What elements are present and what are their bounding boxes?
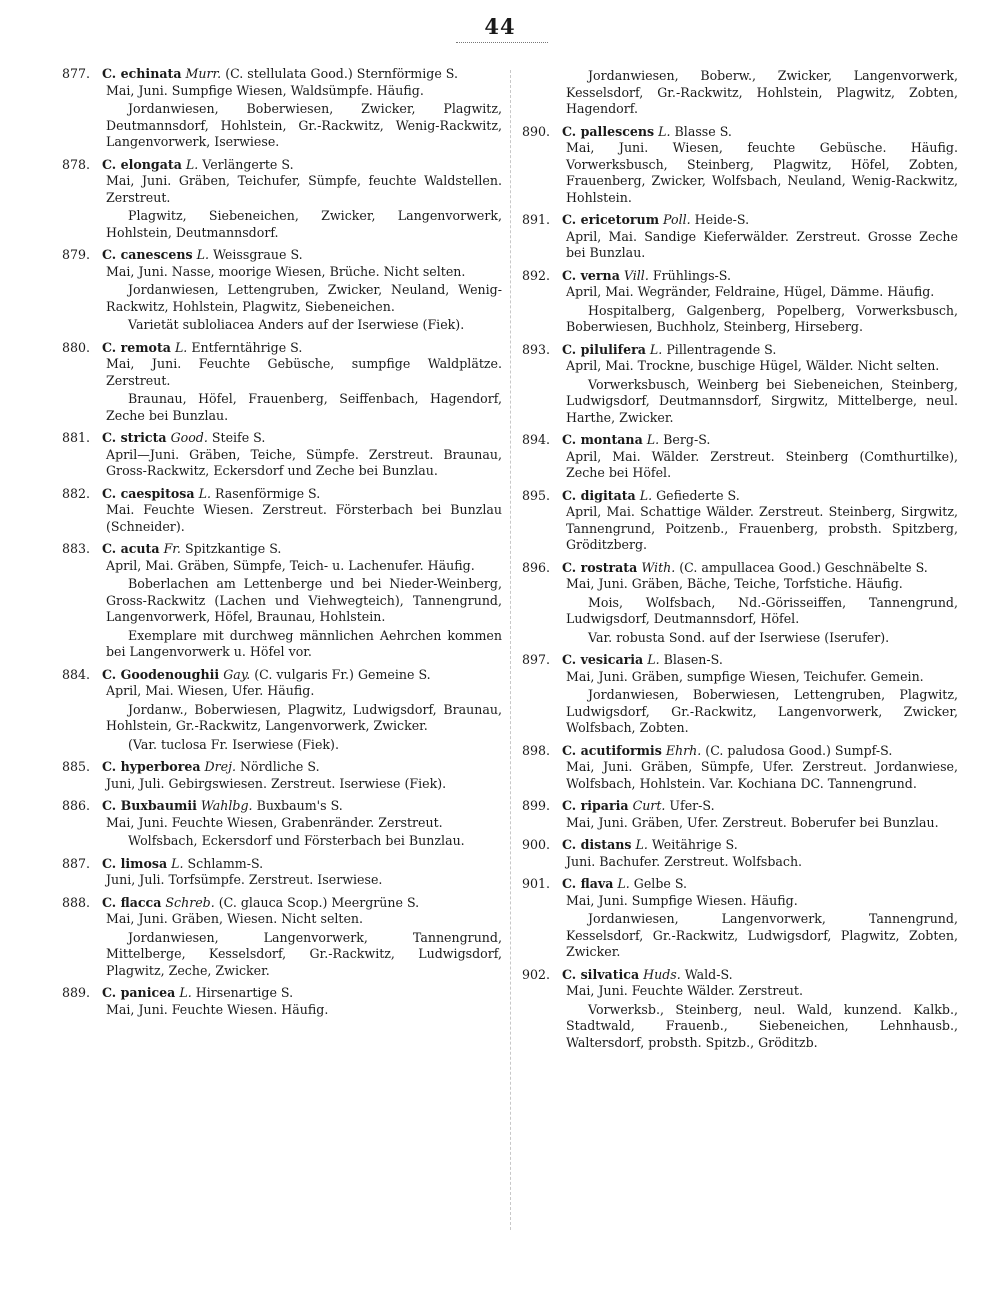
species-author: Schreb. — [165, 894, 215, 910]
species-number: 892. — [522, 267, 551, 283]
species-number: 893. — [522, 341, 551, 357]
species-author: Good. — [170, 430, 208, 445]
species-localities: (Var. tuclosa Fr. Iserwiese (Fiek). — [128, 736, 339, 752]
species-entry — [62, 340, 502, 425]
species-common-name: Hirsenartige S. — [195, 985, 294, 1000]
species-name: C. vesicaria — [562, 652, 644, 667]
species-entry — [522, 488, 958, 554]
species-heading — [62, 798, 502, 815]
species-common-name: Blasse S. — [674, 123, 732, 139]
species-common-name: (C. glauca Scop.) Meergrüne S. — [218, 894, 420, 910]
species-heading — [62, 157, 502, 174]
species-common-name: Gelbe S. — [633, 876, 688, 891]
species-heading — [62, 856, 502, 873]
species-localities: Jordanwiesen, Boberw., Zwicker, Langenvorwerk, Kesselsdorf, Gr.-Rackwitz, Hohlstein, Plagwitz, Zobten, Hagendorf. — [566, 68, 958, 116]
species-localities: Hospitalberg, Galgenberg, Popelberg, Vorwerksbusch, Boberwiesen, Buchholz, Steinberg, Hirseberg. — [566, 302, 958, 334]
species-entry — [522, 876, 958, 961]
species-author: L. — [198, 485, 211, 501]
species-number: 902. — [522, 966, 551, 982]
species-entry — [522, 268, 958, 336]
species-author: Fr. — [163, 541, 181, 556]
species-number: 900. — [522, 837, 551, 852]
species-heading — [522, 837, 958, 854]
species-heading — [62, 895, 502, 912]
species-name: C. canescens — [102, 247, 193, 262]
species-details: Mai, Juni. Wiesen, feuchte Gebüsche. Häufig. Vorwerksbusch, Steinberg, Plagwitz, Höfel, Zobten, Frauenberg, Zwicker, Wolfsbach, Neuland, Wenig-Rackwitz, Hohlstein. — [566, 140, 958, 205]
species-entry — [522, 124, 958, 207]
species-entry — [522, 837, 958, 870]
species-author: L. — [179, 985, 192, 1000]
species-name: C. verna — [562, 267, 620, 283]
species-number: 882. — [62, 485, 91, 501]
species-author: L. — [196, 247, 209, 262]
species-details: Mai, Juni. Feuchte Wiesen, Grabenränder. Zerstreut. — [106, 814, 443, 830]
species-heading — [522, 652, 958, 669]
species-number: 888. — [62, 894, 91, 910]
species-name: C. panicea — [102, 985, 176, 1000]
species-number: 899. — [522, 798, 551, 813]
species-localities: Jordanwiesen, Langenvorwerk, Tannengrund, Mittelberge, Kesselsdorf, Gr.-Rackwitz, Ludwigsdorf, Plagwitz, Zeche, Zwicker. — [106, 929, 502, 978]
species-entry — [522, 560, 958, 647]
species-name: C. hyperborea — [102, 759, 201, 774]
species-heading — [62, 759, 502, 776]
species-heading — [522, 967, 958, 984]
species-heading — [522, 488, 958, 505]
species-localities: Boberlachen am Lettenberge und bei Nieder-Weinberg, Gross-Rackwitz (Lachen und Viehwegteich), Tannengrund, Langenvorwerk, Höfel, Braunau, Hohlstein. — [106, 576, 502, 624]
species-common-name: Schlamm-S. — [187, 855, 264, 871]
species-localities: Jordanwiesen, Langenvorwerk, Tannengrund, Kesselsdorf, Gr.-Rackwitz, Ludwigsdorf, Plagwitz, Zobten, Zwicker. — [566, 911, 958, 959]
species-number: 898. — [522, 742, 551, 758]
species-entry — [522, 342, 958, 427]
species-name: C. silvatica — [562, 966, 640, 982]
species-common-name: Verlängerte S. — [202, 156, 294, 172]
species-number: 885. — [62, 759, 91, 774]
species-author: L. — [174, 339, 188, 355]
species-details: April, Mai. Sandige Kieferwälder. Zerstreut. Grosse Zeche bei Bunzlau. — [566, 228, 958, 260]
species-details: April, Mai. Gräben, Sümpfe, Teich- u. Lachenufer. Häufig. — [106, 557, 475, 573]
species-details: April, Mai. Trockne, buschige Hügel, Wälder. Nicht selten. — [566, 358, 940, 373]
species-heading — [522, 124, 958, 141]
species-common-name: Heide-S. — [694, 212, 750, 227]
species-author: L. — [185, 156, 199, 172]
species-details: Mai, Juni. Feuchte Wälder. Zerstreut. — [566, 983, 803, 998]
species-number: 887. — [62, 855, 91, 871]
species-heading — [62, 486, 502, 503]
species-entry — [522, 652, 958, 737]
species-name: C. elongata — [102, 156, 182, 172]
species-author: L. — [171, 855, 184, 871]
species-entry — [62, 759, 502, 792]
species-localities: Mois, Wolfsbach, Nd.-Görisseiffen, Tannengrund, Ludwigsdorf, Deutmannsdorf, Höfel. — [566, 594, 958, 626]
species-entry — [522, 212, 958, 262]
species-name: C. distans — [562, 837, 632, 852]
species-entry — [62, 541, 502, 661]
left-column — [62, 66, 502, 1024]
species-common-name: Steife S. — [211, 430, 266, 445]
species-name: C. stricta — [102, 430, 167, 445]
species-localities: Wolfsbach, Eckersdorf und Försterbach bei Bunzlau. — [128, 833, 465, 848]
species-author: Wahlbg. — [200, 798, 253, 813]
species-details: Mai, Juni. Gräben, Bäche, Teiche, Torfstiche. Häufig. — [566, 576, 903, 591]
species-entry — [62, 486, 502, 536]
species-heading — [62, 985, 502, 1002]
species-name: C. echinata — [102, 66, 182, 81]
species-entry — [62, 798, 502, 850]
species-details: Mai, Juni. Sumpfige Wiesen. Häufig. — [566, 892, 798, 908]
species-common-name: Weissgraue S. — [213, 247, 303, 262]
species-entry — [62, 157, 502, 242]
species-details: Juni, Juli. Torfsümpfe. Zerstreut. Iserwiese. — [106, 872, 383, 887]
species-author: Poll. — [663, 212, 691, 227]
species-details: April, Mai. Wiesen, Ufer. Häufig. — [106, 683, 315, 698]
species-common-name: Gefiederte S. — [656, 487, 740, 503]
species-number: 894. — [522, 432, 551, 447]
species-common-name: Entferntährige S. — [191, 339, 303, 355]
species-heading — [62, 340, 502, 357]
species-number: 877. — [62, 66, 91, 81]
species-author: Gay. — [223, 666, 251, 682]
species-heading — [62, 667, 502, 684]
species-localities: Var. robusta Sond. auf der Iserwiese (Iserufer). — [588, 629, 890, 645]
species-common-name: Frühlings-S. — [652, 267, 731, 283]
species-entry — [62, 247, 502, 334]
species-name: C. riparia — [562, 798, 629, 813]
species-heading — [522, 212, 958, 229]
species-entry — [522, 743, 958, 793]
species-entry — [522, 68, 958, 118]
species-entry — [522, 432, 958, 482]
species-author: L. — [649, 341, 663, 357]
species-heading — [62, 430, 502, 447]
species-author: Curt. — [632, 798, 666, 813]
species-name: C. Buxbaumii — [102, 798, 197, 813]
species-number: 889. — [62, 985, 91, 1000]
species-common-name: (C. paludosa Good.) Sumpf-S. — [705, 742, 893, 758]
species-localities: Braunau, Höfel, Frauenberg, Seiffenbach, Hagendorf, Zeche bei Bunzlau. — [106, 391, 502, 423]
species-common-name: (C. stellulata Good.) Sternförmige S. — [225, 66, 458, 81]
header-rule — [456, 42, 548, 43]
species-details: Mai, Juni. Gräben, Sümpfe, Ufer. Zerstreut. Jordanwiese, Wolfsbach, Hohlstein. Var. Kochiana DC. Tannengrund. — [566, 759, 958, 791]
species-name: C. pilulifera — [562, 341, 646, 357]
species-name: C. flacca — [102, 894, 162, 910]
species-common-name: Blasen-S. — [663, 652, 723, 667]
species-number: 886. — [62, 798, 91, 813]
species-details: April, Mai. Wälder. Zerstreut. Steinberg (Comthurtilke), Zeche bei Höfel. — [566, 448, 958, 480]
species-localities: Jordanwiesen, Boberwiesen, Zwicker, Plagwitz, Deutmannsdorf, Hohlstein, Gr.-Rackwitz, Wenig-Rackwitz, Langenvorwerk, Iserwiese. — [106, 101, 502, 149]
species-entry — [522, 798, 958, 831]
species-details: Mai, Juni. Feuchte Gebüsche, sumpfige Waldplätze. Zerstreut. — [106, 356, 502, 388]
species-common-name: Spitzkantige S. — [184, 541, 282, 556]
species-name: C. flava — [562, 876, 614, 891]
species-number: 901. — [522, 876, 551, 891]
species-common-name: Nördliche S. — [240, 759, 320, 774]
species-author: Huds. — [643, 966, 681, 982]
species-number: 891. — [522, 212, 551, 227]
species-heading — [62, 541, 502, 558]
species-common-name: (C. vulgaris Fr.) Gemeine S. — [254, 666, 431, 682]
species-number: 880. — [62, 339, 91, 355]
species-details: April—Juni. Gräben, Teiche, Sümpfe. Zerstreut. Braunau, Gross-Rackwitz, Eckersdorf und Zeche bei Bunzlau. — [106, 446, 502, 478]
species-common-name: Ufer-S. — [669, 798, 715, 813]
species-localities: Varietät subloliacea Anders auf der Iserwiese (Fiek). — [128, 317, 465, 332]
species-number: 881. — [62, 430, 91, 445]
species-details: Mai, Juni. Gräben, Ufer. Zerstreut. Boberufer bei Bunzlau. — [566, 814, 939, 830]
species-name: C. montana — [562, 432, 643, 447]
column-divider — [510, 70, 511, 1230]
species-name: C. ericetorum — [562, 212, 660, 227]
species-author: Ehrh. — [665, 742, 702, 758]
species-common-name: Weitährige S. — [651, 837, 738, 852]
species-name: C. limosa — [102, 855, 168, 871]
species-number: 879. — [62, 247, 91, 262]
species-entry — [62, 895, 502, 980]
species-details: Mai, Juni. Sumpfige Wiesen, Waldsümpfe. Häufig. — [106, 82, 424, 98]
species-author: L. — [658, 123, 671, 139]
species-author: L. — [617, 876, 630, 891]
species-name: C. acutiformis — [562, 742, 662, 758]
species-localities: Plagwitz, Siebeneichen, Zwicker, Langenvorwerk, Hohlstein, Deutmannsdorf. — [106, 208, 502, 240]
right-column — [522, 66, 958, 1057]
species-author: With. — [641, 559, 676, 575]
species-common-name: (C. ampullacea Good.) Geschnäbelte S. — [679, 559, 928, 575]
species-author: L. — [647, 652, 660, 667]
species-number: 895. — [522, 487, 551, 503]
species-entry — [62, 430, 502, 480]
species-entry — [62, 667, 502, 754]
species-heading — [522, 876, 958, 893]
species-details: Juni, Juli. Gebirgswiesen. Zerstreut. Iserwiese (Fiek). — [106, 775, 447, 791]
species-number: 878. — [62, 156, 91, 172]
species-heading — [522, 560, 958, 577]
species-common-name: Pillentragende S. — [666, 341, 777, 357]
species-name: C. digitata — [562, 487, 636, 503]
species-entry — [522, 967, 958, 1052]
species-localities: Exemplare mit durchweg männlichen Aehrchen kommen bei Langenvorwerk u. Höfel vor. — [106, 627, 502, 659]
species-author: L. — [639, 487, 653, 503]
species-details: Mai, Juni. Gräben, Wiesen. Nicht selten. — [106, 911, 364, 926]
species-author: Vill. — [623, 267, 649, 283]
species-common-name: Rasenförmige S. — [214, 485, 321, 501]
species-common-name: Berg-S. — [663, 432, 711, 447]
species-entry — [62, 66, 502, 151]
species-details: April, Mai. Schattige Wälder. Zerstreut. Steinberg, Sirgwitz, Tannengrund, Poitzenb., Frauenberg, probsth. Spitzberg, Gröditzberg. — [566, 504, 958, 552]
species-details: Mai. Feuchte Wiesen. Zerstreut. Försterbach bei Bunzlau (Schneider). — [106, 502, 502, 534]
species-author: Murr. — [185, 66, 222, 81]
species-details: April, Mai. Wegränder, Feldraine, Hügel, Dämme. Häufig. — [566, 284, 935, 299]
species-heading — [522, 432, 958, 449]
species-localities: Vorwerksbusch, Weinberg bei Siebeneichen, Steinberg, Ludwigsdorf, Deutmannsdorf, Sirgwitz, Mittelberge, neul. Harthe, Zwicker. — [566, 376, 958, 425]
species-localities: Vorwerksb., Steinberg, neul. Wald, kunzend. Kalkb., Stadtwald, Frauenb., Siebeneichen, Lehnhausb., Waltersdorf, probsth. Spitzb., Gröditzb. — [566, 1001, 958, 1050]
species-number: 890. — [522, 123, 551, 139]
species-localities: Jordanwiesen, Boberwiesen, Lettengruben, Plagwitz, Ludwigsdorf, Gr.-Rackwitz, Langenvorwerk, Zwicker, Wolfsbach, Zobten. — [566, 687, 958, 735]
species-entry — [62, 856, 502, 889]
species-details: Mai, Juni. Gräben, Teichufer, Sümpfe, feuchte Waldstellen. Zerstreut. — [106, 173, 502, 205]
species-details: Mai, Juni. Nasse, moorige Wiesen, Brüche. Nicht selten. — [106, 263, 466, 279]
species-entry — [62, 985, 502, 1018]
species-localities: Jordanwiesen, Lettengruben, Zwicker, Neuland, Wenig-Rackwitz, Hohlstein, Plagwitz, Siebeneichen. — [106, 282, 502, 314]
species-number: 896. — [522, 559, 551, 575]
species-heading — [522, 743, 958, 760]
species-details: Mai, Juni. Feuchte Wiesen. Häufig. — [106, 1001, 329, 1017]
species-common-name: Buxbaum's S. — [256, 798, 343, 813]
species-common-name: Wald-S. — [684, 966, 733, 982]
species-heading — [522, 268, 958, 285]
species-localities: Jordanw., Boberwiesen, Plagwitz, Ludwigsdorf, Braunau, Hohlstein, Gr.-Rackwitz, Langenvorwerk, Zwicker. — [106, 701, 502, 733]
species-details: Juni. Bachufer. Zerstreut. Wolfsbach. — [566, 853, 803, 869]
species-number: 884. — [62, 666, 91, 682]
species-name: C. pallescens — [562, 123, 655, 139]
species-name: C. caespitosa — [102, 485, 195, 501]
species-name: C. rostrata — [562, 559, 638, 575]
species-heading — [62, 247, 502, 264]
species-name: C. acuta — [102, 541, 160, 556]
species-heading — [522, 342, 958, 359]
species-author: Drej. — [204, 759, 237, 774]
species-name: C. Goodenoughii — [102, 666, 220, 682]
species-number: 883. — [62, 541, 91, 556]
species-heading — [522, 798, 958, 815]
species-author: L. — [646, 432, 660, 447]
species-number: 897. — [522, 652, 551, 667]
page-number: 44 — [484, 14, 516, 39]
species-author: L. — [635, 837, 648, 852]
species-heading — [62, 66, 502, 83]
species-details: Mai, Juni. Gräben, sumpfige Wiesen, Teichufer. Gemein. — [566, 668, 924, 684]
species-name: C. remota — [102, 339, 171, 355]
